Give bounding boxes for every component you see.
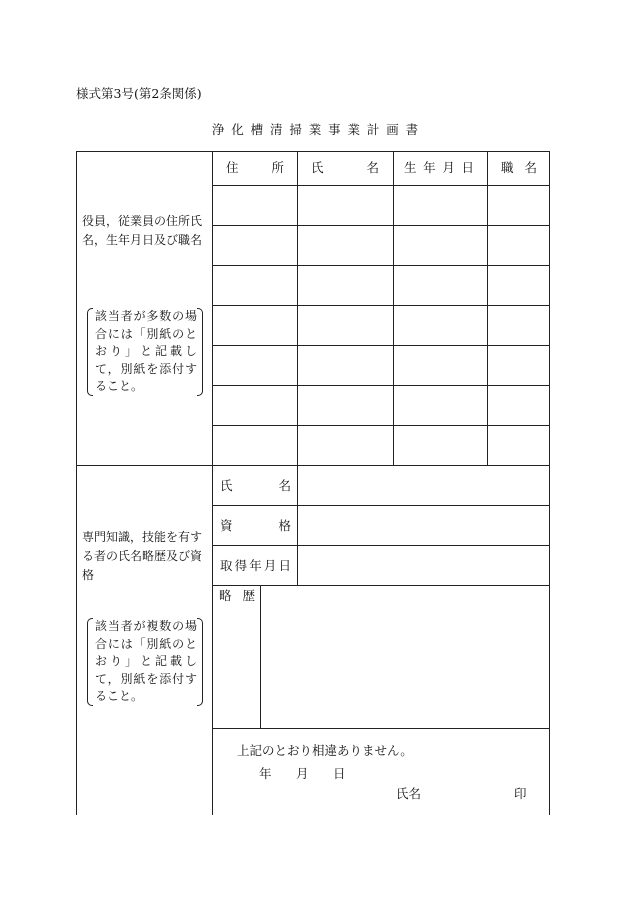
header-char: 日 — [461, 160, 474, 175]
header-char: 名 — [366, 160, 379, 175]
seal-mark: 印 — [514, 786, 527, 801]
row-label-char: 取 — [220, 558, 233, 573]
header-char: 名 — [524, 160, 537, 175]
header-birthdate — [404, 160, 474, 176]
row-label-char: 年 — [249, 558, 262, 573]
header-char: 氏 — [311, 160, 324, 175]
label-column-divider — [212, 151, 213, 815]
row-label-char: 格 — [278, 518, 291, 533]
note-line: て，別紙を添付す — [95, 671, 197, 686]
row-label-char: 月 — [263, 558, 277, 573]
row-line-3 — [212, 265, 550, 266]
row-label-history — [219, 588, 255, 604]
section1-label-line: 役員，従業員の住所氏 — [82, 214, 203, 228]
s2-row-line-3 — [212, 585, 550, 586]
s2-col-divider — [297, 465, 298, 585]
note-line: て，別紙を添付す — [95, 361, 197, 376]
row-label-qualification — [220, 518, 291, 534]
note-line: 合には「別紙のと — [95, 636, 197, 651]
declaration-text: 上記のとおり相違ありません。 — [237, 743, 413, 758]
note-line: 該当者が多数の場 — [95, 309, 197, 323]
note-line: おり」と記載し — [95, 344, 197, 358]
header-char: 年 — [423, 160, 436, 175]
row-label-acquired-date — [220, 558, 291, 574]
s2-row-line-2 — [212, 545, 550, 546]
row-label-name — [220, 478, 291, 494]
date-year: 年 — [259, 766, 272, 781]
row-line-6 — [212, 385, 550, 386]
row-label-char: 氏 — [220, 478, 233, 493]
row-label-char: 得 — [234, 558, 248, 573]
table-border-right — [549, 151, 550, 815]
section1-label-line: 名，生年月日及び職名 — [82, 233, 203, 247]
header-char: 職 — [501, 160, 514, 175]
col-divider-3 — [487, 151, 488, 465]
note-line: 合には「別紙のと — [95, 326, 197, 341]
row-label-char: 略 — [219, 588, 232, 603]
note-line: おり」と記載し — [95, 654, 197, 668]
header-address — [226, 160, 284, 176]
header-name — [311, 160, 379, 176]
table-border-top — [76, 151, 550, 152]
table-border-left — [76, 151, 77, 815]
date-day: 日 — [333, 766, 346, 781]
form-reference: 様式第3号(第2条関係) — [76, 86, 202, 101]
note-bracket-left — [87, 618, 93, 706]
date-month: 月 — [296, 766, 309, 781]
signature-name-label: 氏名 — [396, 786, 422, 801]
row-label-char: 歴 — [242, 588, 255, 603]
section2-label — [82, 528, 210, 585]
row-label-char: 資 — [220, 518, 233, 533]
s2-row-line-4 — [212, 728, 550, 729]
note-bracket-left — [87, 308, 93, 396]
history-col-divider — [260, 585, 261, 728]
header-char: 生 — [404, 160, 417, 175]
header-char: 住 — [226, 160, 239, 175]
section1-note — [87, 308, 203, 396]
col-divider-1 — [297, 151, 298, 465]
s2-row-line-1 — [212, 505, 550, 506]
note-bracket-right — [197, 308, 203, 396]
row-label-char: 名 — [278, 478, 291, 493]
document-title: 浄化槽清掃業事業計画書 — [211, 122, 425, 137]
row-label-char: 日 — [278, 558, 291, 573]
col-divider-2 — [393, 151, 394, 465]
section2-label-line: 格 — [82, 568, 95, 582]
section2-label-line: 専門知識，技能を有す — [82, 530, 203, 544]
row-line-5 — [212, 345, 550, 346]
note-line: ること。 — [95, 379, 144, 393]
row-line-1 — [212, 185, 550, 186]
section-divider — [76, 465, 550, 466]
row-line-2 — [212, 225, 550, 226]
section2-label-line: る者の氏名略歴及び資 — [82, 549, 203, 563]
note-line: 該当者が複数の場 — [95, 619, 197, 633]
header-char: 所 — [271, 160, 284, 175]
section2-note — [87, 618, 203, 706]
row-line-7 — [212, 425, 550, 426]
header-position — [501, 160, 537, 176]
note-line: ること。 — [95, 689, 144, 703]
note-bracket-right — [197, 618, 203, 706]
section1-label — [82, 212, 210, 250]
row-line-4 — [212, 305, 550, 306]
header-char: 月 — [442, 160, 455, 175]
